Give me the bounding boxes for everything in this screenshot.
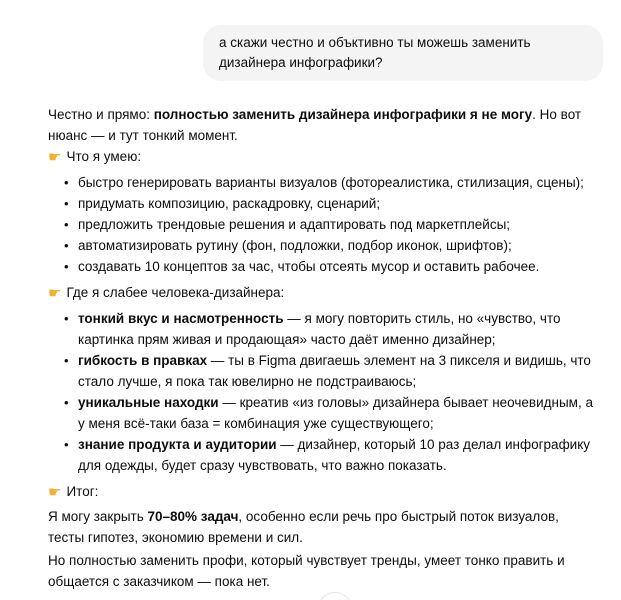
weaknesses-heading-label: Где я слабее человека-дизайнера: bbox=[66, 285, 285, 300]
assistant-message bbox=[0, 81, 621, 592]
weakness-term: уникальные находки bbox=[78, 395, 219, 410]
list-item bbox=[78, 392, 598, 434]
summary-heading-label: Итог: bbox=[66, 484, 99, 499]
list-item: • создавать 10 концептов за час, чтобы отсеять мусор и оставить рабочее. bbox=[78, 256, 598, 277]
list-item: • предложить трендовые решения и адаптировать под маркетплейсы; bbox=[78, 214, 598, 235]
weakness-description: — креатив «из головы» дизайнера бывает неочевидным, а у меня всё-таки база = комбинация уже существующего; bbox=[78, 395, 593, 431]
list-item: • придумать композицию, раскадровку, сценарий; bbox=[78, 193, 598, 214]
intro-text-bold: полностью заменить дизайнера инфографики я не могу bbox=[153, 107, 533, 122]
pointing-hand-icon: ☛ bbox=[48, 149, 62, 166]
weakness-term: тонкий вкус и насмотренность bbox=[78, 311, 284, 326]
list-item bbox=[78, 350, 598, 392]
weaknesses-list bbox=[48, 308, 598, 476]
intro-text-post: . Но вот нюанс — и тут тонкий момент. bbox=[48, 107, 582, 143]
list-item bbox=[78, 308, 598, 350]
summary-paragraph-2: Но полностью заменить профи, который чувствует тренды, умеет тонко править и общается с заказчиком — пока нет. bbox=[48, 553, 565, 589]
weakness-term: знание продукта и аудитории bbox=[78, 437, 277, 452]
intro-text-pre: Честно и прямо: bbox=[48, 107, 154, 122]
summary-heading bbox=[48, 481, 598, 503]
user-message-bubble: а скажи честно и объктивно ты можешь заменить дизайнера инфографики? bbox=[203, 25, 603, 81]
user-message-row bbox=[0, 0, 621, 81]
list-item: • автоматизировать рутину (фон, подложки, подбор иконок, шрифтов); bbox=[78, 235, 598, 256]
summary-text-pre: Я могу закрыть bbox=[48, 509, 148, 524]
weakness-description: — дизайнер, который 10 раз делал инфографику для одежды, будет сразу чувствовать, что важно показать. bbox=[78, 437, 591, 473]
list-item bbox=[78, 434, 598, 476]
scroll-to-bottom-button[interactable] bbox=[318, 592, 352, 600]
intro-paragraph bbox=[48, 104, 598, 146]
summary-paragraph-1 bbox=[48, 506, 598, 548]
weakness-term: гибкость в правках bbox=[78, 353, 208, 368]
weakness-description: — ты в Figma двигаешь элемент на 3 пикселя и видишь, что стало лучше, я пока так ювелирно не подстраиваюсь; bbox=[78, 353, 591, 389]
pointing-hand-icon: ☛ bbox=[48, 285, 62, 302]
pointing-hand-icon: ☛ bbox=[48, 484, 62, 501]
summary-text-post: , особенно если речь про быстрый поток визуалов, тесты гипотез, экономию времени и сил. bbox=[48, 509, 559, 545]
abilities-list bbox=[48, 172, 598, 277]
abilities-heading-label: Что я умею: bbox=[66, 149, 142, 164]
list-item: • быстро генерировать варианты визуалов (фотореалистика, стилизация, сцены); bbox=[78, 172, 598, 193]
abilities-heading bbox=[48, 146, 598, 168]
weaknesses-heading bbox=[48, 282, 598, 304]
weakness-description: — я могу повторить стиль, но «чувство, что картинка прям живая и продающая» часто даёт именно дизайнер; bbox=[78, 311, 561, 347]
summary-text-bold: 70–80% задач bbox=[147, 509, 239, 524]
